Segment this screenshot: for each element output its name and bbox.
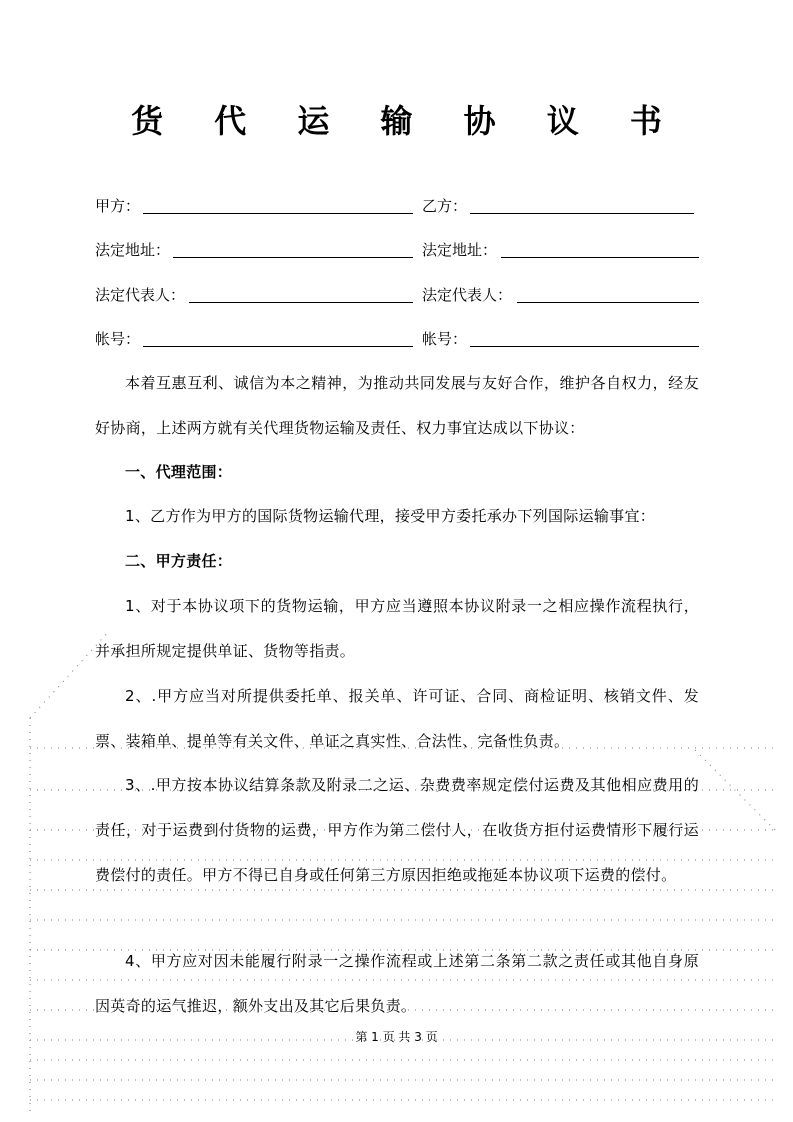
legal-address-a-line[interactable] (173, 257, 413, 258)
page-number: 第 1 页 共 3 页 (355, 1030, 438, 1044)
account-a-label: 帐号： (95, 330, 141, 348)
document-title: 货 代 运 输 协 议 书 (131, 102, 682, 140)
party-a-label: 甲方： (95, 197, 141, 215)
account-a-line[interactable] (143, 346, 413, 347)
legal-rep-a-label: 法定代表人： (95, 286, 186, 304)
section-2-item-1: 1、对于本协议项下的货物运输，甲方应当遵照本协议附录一之相应操作流程执行，并承担所规定提供单证、货物等指责。 (95, 597, 699, 660)
legal-rep-a-line[interactable] (189, 302, 413, 303)
section-2-heading: 二、甲方责任： (125, 552, 233, 570)
legal-rep-b-label: 法定代表人： (422, 286, 513, 304)
party-b-label: 乙方： (422, 197, 468, 215)
legal-rep-b-line[interactable] (517, 302, 699, 303)
section-2-item-2: 2、.甲方应当对所提供委托单、报关单、许可证、合同、商检证明、核销文件、发票、装箱单、提单等有关文件、单证之真实性、合法性、完备性负责。 (95, 687, 699, 750)
section-2-item-3: 3、.甲方按本协议结算条款及附录二之运、杂费费率规定偿付运费及其他相应费用的责任，对于运费到付货物的运费，甲方作为第二偿付人，在收货方拒付运费情形下履行运费偿付的责任。甲方不得已自身或任何第三方原因拒绝或拖延本协议项下运费的偿付。 (95, 776, 699, 884)
section-2-item-4: 4、甲方应对因未能履行附录一之操作流程或上述第二条第二款之责任或其他自身原因英奇的运气推迟，额外支出及其它后果负责。 (95, 952, 699, 1015)
legal-address-b-label: 法定地址： (422, 241, 498, 259)
account-b-line[interactable] (470, 346, 699, 347)
legal-address-b-line[interactable] (501, 257, 699, 258)
legal-address-a-label: 法定地址： (95, 241, 171, 259)
intro-paragraph: 本着互惠互利、诚信为本之精神，为推动共同发展与友好合作，维护各自权力，经友好协商，上述两方就有关代理货物运输及责任、权力事宜达成以下协议： (95, 374, 699, 437)
account-b-label: 帐号： (422, 330, 468, 348)
party-b-line[interactable] (470, 213, 694, 214)
section-1-item-1: 1、乙方作为甲方的国际货物运输代理，接受甲方委托承办下列国际运输事宜： (125, 507, 656, 525)
section-1-heading: 一、代理范围： (125, 463, 233, 481)
party-a-line[interactable] (143, 213, 413, 214)
